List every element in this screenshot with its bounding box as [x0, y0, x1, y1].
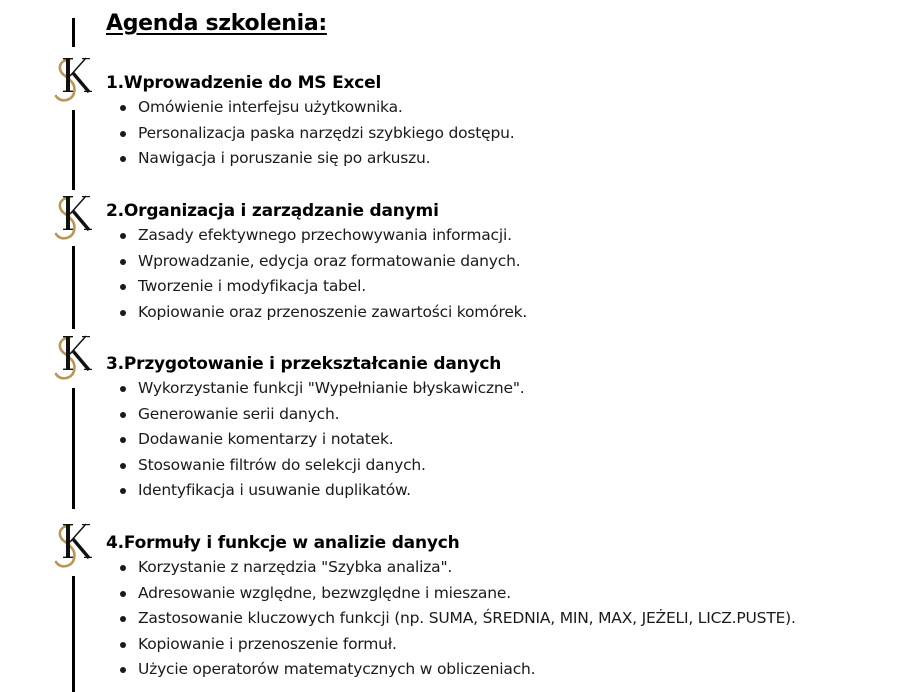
- bullet-icon: [120, 284, 126, 290]
- list-item: [118, 555, 796, 581]
- sk-monogram-logo-icon: [52, 56, 94, 104]
- list-item: [118, 402, 525, 428]
- bullet-icon: [120, 412, 126, 418]
- bullet-icon: [120, 437, 126, 443]
- bullet-icon: [120, 591, 126, 597]
- list-item: [118, 632, 796, 658]
- list-item: [118, 95, 515, 121]
- section-heading: 4.Formuły i funkcje w analizie danych: [106, 533, 460, 553]
- bullet-icon: [120, 565, 126, 571]
- bullet-icon: [120, 463, 126, 469]
- agenda-section-4: [106, 531, 796, 683]
- bullet-icon: [120, 105, 126, 111]
- list-item-text: Personalizacja paska narzędzi szybkiego dostępu.: [138, 123, 515, 142]
- list-item: [118, 146, 515, 172]
- logo-s-letter: [56, 60, 75, 100]
- list-item-text: Kopiowanie oraz przenoszenie zawartości komórek.: [138, 302, 528, 321]
- list-item: [118, 427, 525, 453]
- bullet-icon: [120, 156, 126, 162]
- list-item-text: Zastosowanie kluczowych funkcji (np. SUMA, ŚREDNIA, MIN, MAX, JEŻELI, LICZ.PUSTE).: [138, 609, 796, 627]
- list-item-text: Dodawanie komentarzy i notatek.: [138, 430, 394, 448]
- list-item: [118, 274, 527, 300]
- list-item: [118, 223, 527, 249]
- list-item: [118, 453, 525, 479]
- list-item: [118, 121, 515, 147]
- list-item-text: Użycie operatorów matematycznych w obliczeniach.: [138, 660, 536, 678]
- list-item-text: Tworzenie i modyfikacja tabel.: [138, 277, 366, 295]
- list-item: [118, 376, 525, 402]
- timeline-line: [72, 110, 75, 190]
- bullet-icon: [120, 488, 126, 494]
- list-item: [118, 300, 527, 326]
- section-item-list: [106, 376, 525, 504]
- bullet-icon: [120, 310, 126, 316]
- sk-monogram-logo-icon: [52, 522, 94, 570]
- page-title: Agenda szkolenia:: [106, 11, 327, 36]
- list-item: [118, 606, 796, 632]
- section-item-list: [106, 223, 527, 325]
- list-item-text: Generowanie serii danych.: [138, 404, 340, 423]
- list-item: [118, 478, 525, 504]
- sk-monogram-logo-icon: [52, 334, 94, 382]
- list-item-text: Nawigacja i poruszanie się po arkuszu.: [138, 149, 431, 167]
- section-item-list: [106, 555, 796, 683]
- bullet-icon: [120, 259, 126, 265]
- timeline-line: [72, 18, 75, 47]
- section-item-list: [106, 95, 515, 172]
- list-item: [118, 249, 527, 275]
- bullet-icon: [120, 386, 126, 392]
- bullet-icon: [120, 233, 126, 239]
- section-heading: 1.Wprowadzenie do MS Excel: [106, 73, 382, 93]
- list-item-text: Kopiowanie i przenoszenie formuł.: [138, 634, 397, 653]
- list-item-text: Stosowanie filtrów do selekcji danych.: [138, 455, 426, 474]
- bullet-icon: [120, 616, 126, 622]
- list-item-text: Wykorzystanie funkcji "Wypełnianie błyskawiczne".: [138, 379, 525, 397]
- section-heading: 3.Przygotowanie i przekształcanie danych: [106, 354, 502, 374]
- timeline-line: [72, 576, 75, 692]
- sk-monogram-logo-icon: [52, 194, 94, 242]
- list-item-text: Wprowadzanie, edycja oraz formatowanie danych.: [138, 251, 521, 270]
- list-item-text: Adresowanie względne, bezwzględne i mieszane.: [138, 583, 511, 602]
- bullet-icon: [120, 642, 126, 648]
- agenda-section-1: [106, 71, 515, 172]
- timeline-line: [72, 388, 75, 509]
- agenda-section-2: [106, 199, 527, 325]
- section-heading: 2.Organizacja i zarządzanie danymi: [106, 201, 439, 221]
- list-item-text: Omówienie interfejsu użytkownika.: [138, 98, 403, 116]
- bullet-icon: [120, 131, 126, 137]
- bullet-icon: [120, 667, 126, 673]
- list-item: [118, 581, 796, 607]
- list-item-text: Zasady efektywnego przechowywania informacji.: [138, 226, 512, 244]
- timeline-line: [72, 246, 75, 329]
- list-item-text: Identyfikacja i usuwanie duplikatów.: [138, 481, 411, 499]
- list-item-text: Korzystanie z narzędzia "Szybka analiza".: [138, 558, 453, 576]
- logo-k-letter: [63, 58, 92, 92]
- list-item: [118, 657, 796, 683]
- agenda-section-3: [106, 352, 525, 504]
